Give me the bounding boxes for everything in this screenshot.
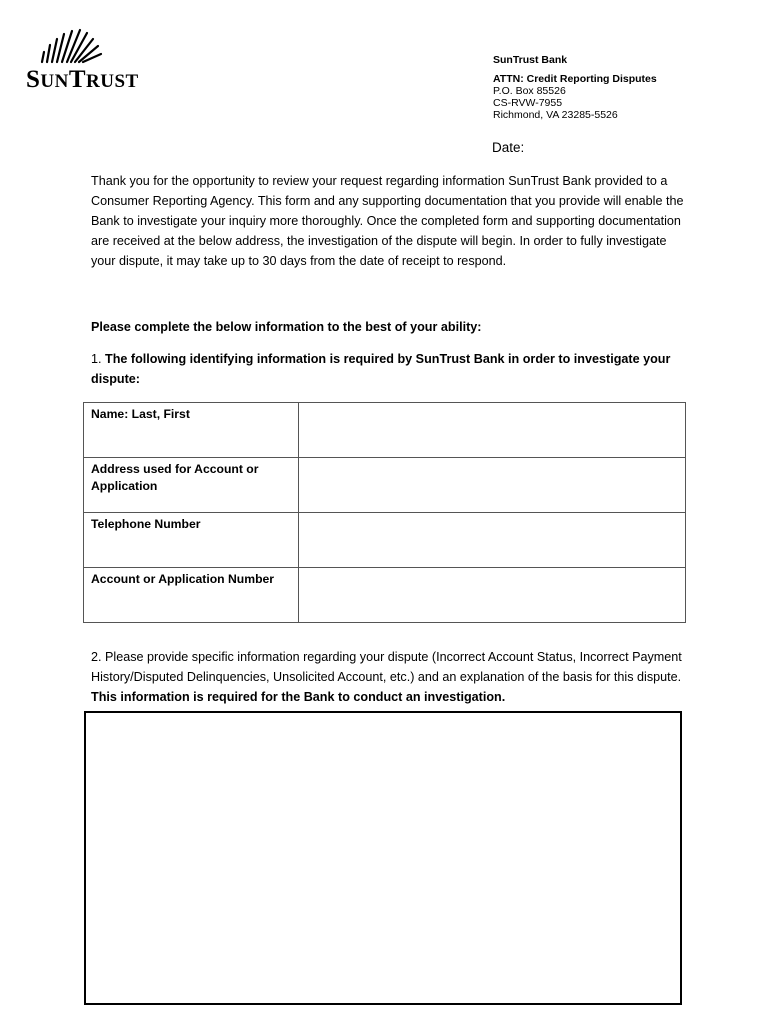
address-city: Richmond, VA 23285-5526 xyxy=(493,109,618,121)
section-1-heading xyxy=(91,349,691,389)
intro-paragraph: Thank you for the opportunity to review your request regarding information SunTrust Bank provided to a Consumer Reporting Agency. This form and any supporting documentation that you provide will enable the Bank to investigate your inquiry more thoroughly. Once the completed form and supporting documentation are received at the below address, the investigation of the dispute will begin. In order to fully investigate your dispute, it may take up to 30 days from the date of receipt to respond. xyxy=(91,174,684,268)
logo-wordmark: SUNTRUST xyxy=(26,66,139,93)
identification-table xyxy=(83,402,686,623)
name-label: Name: Last, First xyxy=(84,403,299,458)
dispute-details-box[interactable] xyxy=(84,711,682,1005)
table-row xyxy=(84,403,686,458)
account-number-field[interactable] xyxy=(299,568,686,623)
telephone-label: Telephone Number xyxy=(84,513,299,568)
address-field[interactable] xyxy=(299,458,686,513)
section-2-bold-text: This information is required for the Bank to conduct an investigation. xyxy=(91,690,506,704)
date-label: Date: xyxy=(492,140,525,155)
address-attn: ATTN: Credit Reporting Disputes xyxy=(493,73,657,85)
address-bank-name: SunTrust Bank xyxy=(493,54,568,66)
table-row xyxy=(84,458,686,513)
address-code: CS-RVW-7955 xyxy=(493,97,563,109)
table-row xyxy=(84,513,686,568)
telephone-field[interactable] xyxy=(299,513,686,568)
table-row xyxy=(84,568,686,623)
section-2-text: 2. Please provide specific information regarding your dispute (Incorrect Account Status, Incorrect Payment History/Disputed Delinquencies, Unsolicited Account, etc.) and an explanation of the basis for this dispute. xyxy=(91,650,682,684)
sunburst-icon xyxy=(40,28,110,66)
instruction-heading: Please complete the below information to the best of your ability: xyxy=(91,320,482,334)
suntrust-logo xyxy=(26,28,139,93)
address-label: Address used for Account or Application xyxy=(84,458,299,513)
section-2-paragraph xyxy=(91,647,691,707)
name-field[interactable] xyxy=(299,403,686,458)
address-po-box: P.O. Box 85526 xyxy=(493,85,566,97)
account-number-label: Account or Application Number xyxy=(84,568,299,623)
section-1-text: The following identifying information is required by SunTrust Bank in order to investigate your dispute: xyxy=(91,352,671,386)
section-1-number: 1. xyxy=(91,352,102,366)
